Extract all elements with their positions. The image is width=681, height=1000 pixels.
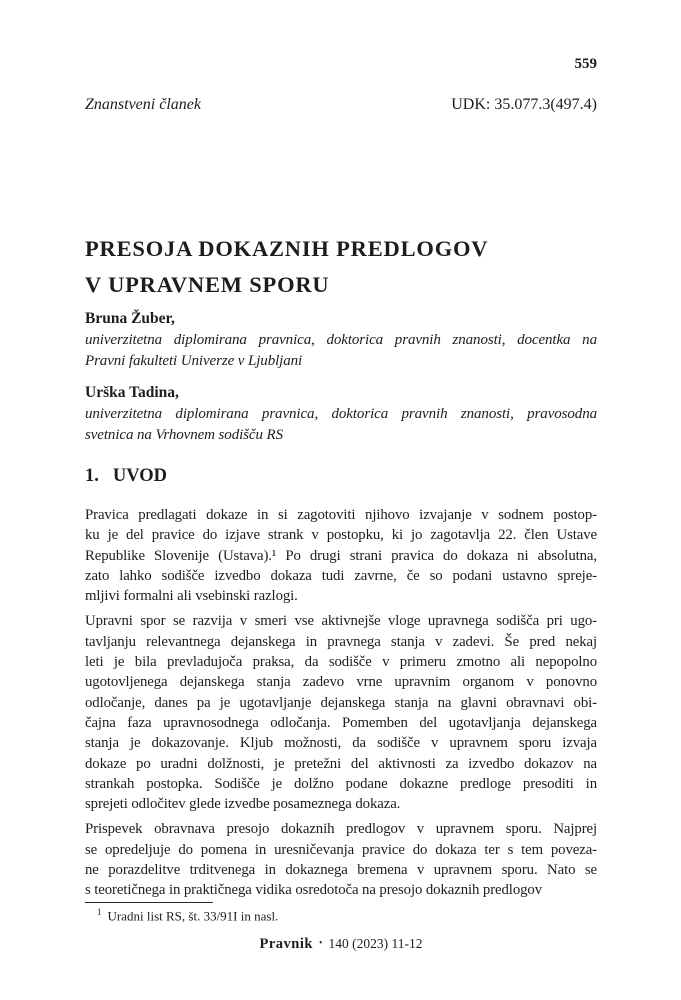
udk-classification: UDK: 35.077.3(497.4) bbox=[451, 96, 597, 113]
footnote-separator-rule bbox=[85, 902, 213, 903]
text-line: PRESOJA DOKAZNIH PREDLOGOV bbox=[85, 236, 489, 261]
authors-block bbox=[85, 308, 597, 455]
text-line: ugotovljenega dejanskega stanja zadevo vrne upravnim organom v ponovno bbox=[85, 674, 597, 691]
article-meta-row bbox=[85, 96, 597, 114]
section-title: UVOD bbox=[112, 466, 167, 486]
text-line: stanja je dokazovanje. Kljub možnosti, da sodišče v upravnem sporu izvaja bbox=[85, 735, 597, 752]
journal-issue: 140 (2023) 11-12 bbox=[328, 936, 423, 951]
text-line: Upravni spor se razvija v smeri vse aktivnejše vloge upravnega sodišča pri ugo- bbox=[85, 613, 597, 630]
text-line: leti je bila prevladujoča praksa, da sodišče v primeru zmotno ali nepopolno bbox=[85, 654, 597, 671]
section-heading-uvod bbox=[85, 466, 167, 487]
page-number: 559 bbox=[574, 56, 597, 72]
text-line: univerzitetna diplomirana pravnica, doktorica pravnih znanosti, pravosodna bbox=[85, 405, 597, 422]
footnote-marker: 1 bbox=[97, 907, 102, 917]
text-line: mljivi formalni ali vsebinski razlogi. bbox=[85, 588, 298, 605]
text-line: se opredeljuje do pomena in uresničevanja pravice do dokaza ter s tem poveza- bbox=[85, 841, 597, 858]
text-line: čajna faza upravnosodnega odločanja. Pomemben del ugotavljanja dejanskega bbox=[85, 714, 597, 731]
paragraph bbox=[85, 819, 597, 900]
footnote-text: Uradni list RS, št. 33/91I in nasl. bbox=[107, 908, 279, 924]
text-line: tavljanju relevantnega dejanskega in pravnega stanja v zadevi. Še pred nekaj bbox=[85, 633, 597, 650]
author-affiliation bbox=[85, 404, 597, 447]
text-line: s teoretičnega in praktičnega vidika osredotoča na presojo dokaznih predlogov bbox=[85, 882, 543, 899]
text-line: Prispevek obravnava presojo dokaznih predlogov v upravnem sporu. Najprej bbox=[85, 821, 597, 838]
author-entry bbox=[85, 382, 597, 447]
footer-bullet: • bbox=[318, 938, 323, 949]
text-line: dokaze po uradni dolžnosti, je pretežni del aktivnosti za izvedbo dokazov na bbox=[85, 755, 597, 772]
article-title bbox=[85, 231, 597, 303]
text-line: sprejeti odločitev glede izvedbe posameznega dokaza. bbox=[85, 796, 401, 813]
text-line: svetnica na Vrhovnem sodišču RS bbox=[85, 426, 283, 443]
footnote bbox=[85, 907, 597, 924]
author-affiliation bbox=[85, 330, 597, 373]
paragraph bbox=[85, 505, 597, 606]
text-line: univerzitetna diplomirana pravnica, doktorica pravnih znanosti, docentka na bbox=[85, 332, 597, 348]
journal-name: Pravnik bbox=[259, 936, 313, 952]
text-line: Pravni fakulteti Univerze v Ljubljani bbox=[85, 353, 303, 370]
author-name: Urška Tadina, bbox=[85, 383, 179, 401]
text-line: Republike Slovenije (Ustava).¹ Po drugi strani pravica do dokaza ni absolutna, bbox=[85, 547, 597, 564]
text-line: V UPRAVNEM SPORU bbox=[85, 272, 330, 297]
text-line: ne porazdelitve trditvenega in dokaznega bremena v upravnem sporu. Nato se bbox=[85, 862, 597, 879]
text-line: zato lahko sodišče izvedbo dokaza tudi zavrne, če so podani ustavno spreje- bbox=[85, 567, 597, 584]
text-line: strankah postopka. Sodišče je dolžno podane dokazne predloge presoditi in bbox=[85, 775, 597, 792]
text-line: ku je del pravice do izjave strank v postopku, ki jo zagotavlja 22. člen Ustave bbox=[85, 527, 597, 544]
journal-footer bbox=[85, 936, 597, 953]
section-number: 1. bbox=[85, 466, 99, 486]
article-body bbox=[85, 505, 597, 906]
text-line: Pravica predlagati dokaze in si zagotoviti njihovo izvajanje v sodnem postop- bbox=[85, 507, 597, 523]
author-entry bbox=[85, 308, 597, 373]
author-name: Bruna Žuber, bbox=[85, 310, 175, 327]
paragraph bbox=[85, 611, 597, 814]
article-type-label: Znanstveni članek bbox=[85, 96, 201, 113]
text-line: odločanje, danes pa je ugotavljanje dejanskega stanja na glavni obravnavi obi- bbox=[85, 694, 597, 711]
